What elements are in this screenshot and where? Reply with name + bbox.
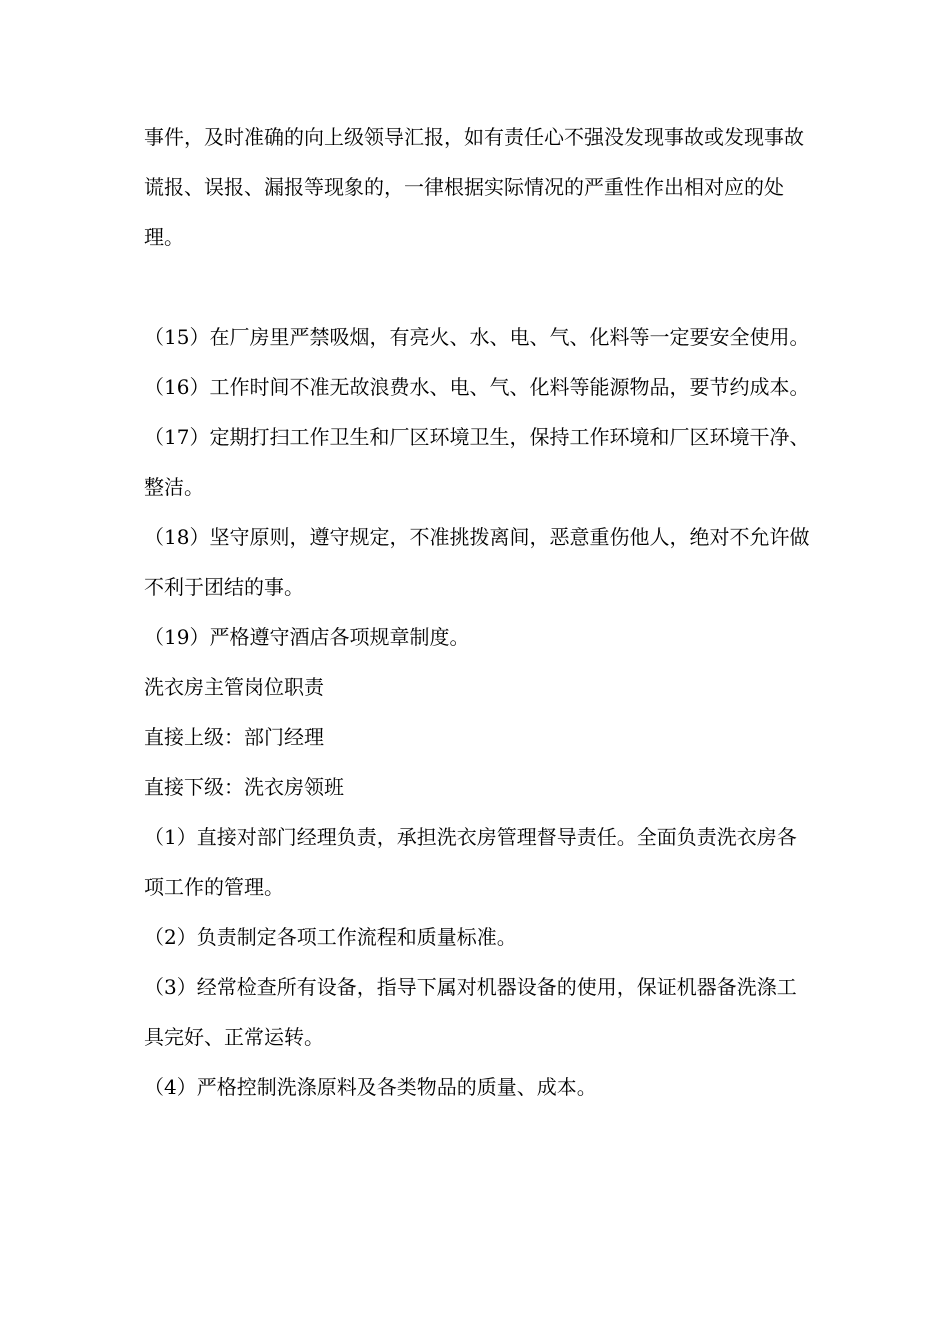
direct-superior: 直接上级：部门经理 xyxy=(144,725,324,749)
paragraph-rule-18: （18）坚守原则，遵守规定，不准挑拨离间，恶意重伤他人，绝对不允许做不利于团结的事。 xyxy=(144,525,810,599)
duty-4: （4）严格控制洗涤原料及各类物品的质量、成本。 xyxy=(144,1075,597,1099)
paragraph-incident-report: 事件，及时准确的向上级领导汇报，如有责任心不强没发现事故或发现事故谎报、误报、漏报等现象的，一律根据实际情况的严重性作出相对应的处理。 xyxy=(144,125,804,249)
paragraph-gap xyxy=(144,262,814,312)
duty-3: （3）经常检查所有设备，指导下属对机器设备的使用，保证机器备洗涤工具完好、正常运转。 xyxy=(144,975,797,1049)
paragraph-rule-15: （15）在厂房里严禁吸烟，有亮火、水、电、气、化料等一定要安全使用。 xyxy=(144,325,810,349)
paragraph-rule-16: （16）工作时间不准无故浪费水、电、气、化料等能源物品，要节约成本。 xyxy=(144,375,810,399)
duty-2: （2）负责制定各项工作流程和质量标准。 xyxy=(144,925,517,949)
document-body xyxy=(144,112,814,1112)
duty-1: （1）直接对部门经理负责，承担洗衣房管理督导责任。全面负责洗衣房各项工作的管理。 xyxy=(144,825,797,899)
paragraph-rule-19: （19）严格遵守酒店各项规章制度。 xyxy=(144,625,470,649)
section-title: 洗衣房主管岗位职责 xyxy=(144,675,324,699)
paragraph-rule-17: （17）定期打扫工作卫生和厂区环境卫生，保持工作环境和厂区环境干净、整洁。 xyxy=(144,425,810,499)
direct-subordinate: 直接下级：洗衣房领班 xyxy=(144,775,344,799)
